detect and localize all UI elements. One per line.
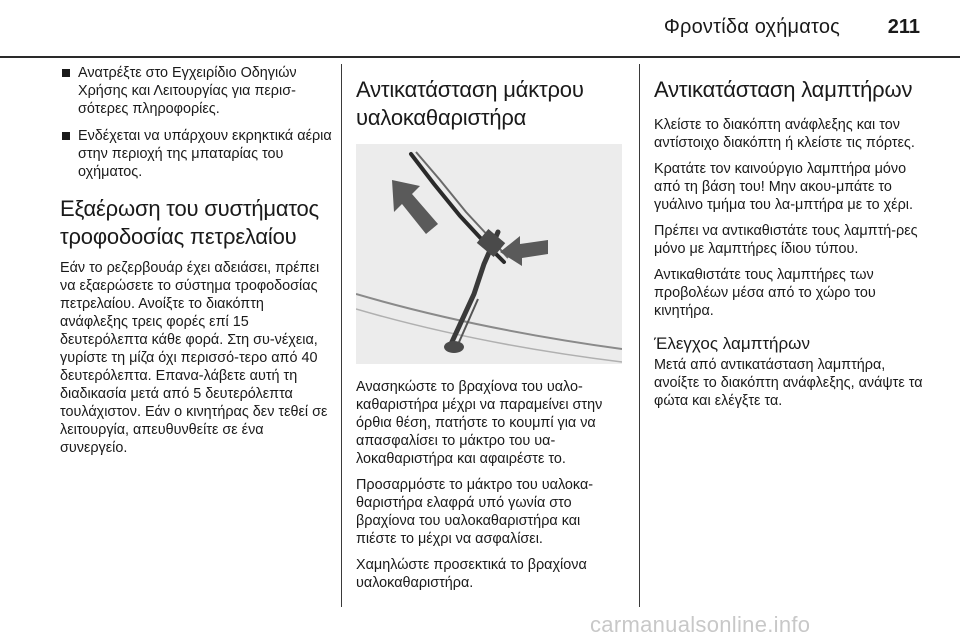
body-paragraph: Πρέπει να αντικαθιστάτε τους λαμπτή-ρες μόνο με λαμπτήρες ίδιου τύπου. [654, 223, 918, 257]
square-bullet-icon [62, 132, 70, 140]
column-left [60, 64, 332, 465]
section-title: Φροντίδα οχήματος [663, 16, 840, 38]
section-heading-wiper-blade: Αντικατάσταση μάκτρου υαλοκαθαριστήρα [356, 77, 584, 130]
square-bullet-icon [62, 69, 70, 77]
section-heading-fuel-bleeding: Εξαέρωση του συστήματος τροφοδοσίας πετρελαίου [60, 196, 319, 249]
column-divider-1 [341, 64, 342, 607]
header-divider [0, 56, 960, 58]
body-paragraph: Προσαρμόστε το μάκτρο του υαλοκα-θαριστήρα ελαφρά υπό γωνία στο βραχίονα του υαλοκαθαριστήρα και πιέστε το μέχρι να ασφαλίσει. [356, 477, 594, 547]
section-heading-bulb-replacement: Αντικατάσταση λαμπτήρων [654, 77, 913, 102]
bullet-text: Ενδέχεται να υπάρχουν εκρηκτικά αέρια στην περιοχή της μπαταρίας του οχήματος. [78, 128, 332, 180]
list-item [60, 127, 332, 181]
body-paragraph: Εάν το ρεζερβουάρ έχει αδειάσει, πρέπει να εξαερώσετε το σύστημα τροφοδοσίας πετρελαίου. Ανοίξτε το διακόπτη ανάφλεξης τρεις φορές επί 15 δευτερόλεπτα κάθε φορά. Στη συ-νέχεια, γυρίστε τη μίζα όχι περισσό-τερο από 40 δευτερόλεπτα. Επανα-λάβετε αυτή τη διαδικασία μετά από 5 δευτερόλεπτα τουλάχιστον. Εάν ο κινητήρας δεν τεθεί σε λειτουργία, απευθυνθείτε σε ένα συνεργείο. [60, 260, 328, 456]
wiper-arm-illustration [356, 144, 622, 364]
column-right [654, 64, 924, 418]
subheading-bulb-check: Έλεγχος λαμπτήρων [654, 334, 810, 353]
page-number: 211 [887, 16, 920, 38]
body-paragraph: Κρατάτε τον καινούργιο λαμπτήρα μόνο από τη βάση του! Μην ακου-μπάτε το γυάλινο τμήμα του λα-μπτήρα με το χέρι. [654, 161, 913, 213]
body-paragraph: Αντικαθιστάτε τους λαμπτήρες των προβολέων μέσα από το χώρο του κινητήρα. [654, 267, 876, 319]
bullet-text: Ανατρέξτε στο Εγχειρίδιο Οδηγιών Χρήσης και Λειτουργίας για περισ-σότερες πληροφορίες. [78, 65, 297, 117]
watermark-text: carmanualsonline.info [590, 612, 811, 637]
column-divider-2 [639, 64, 640, 607]
arrow-up-left-icon [386, 174, 446, 244]
body-paragraph: Χαμηλώστε προσεκτικά το βραχίονα υαλοκαθαριστήρα. [356, 557, 587, 591]
list-item [60, 64, 332, 118]
arrow-pointer-icon [496, 230, 552, 266]
body-paragraph: Μετά από αντικατάσταση λαμπτήρα, ανοίξτε το διακόπτη ανάφλεξης, ανάψτε τα φώτα και ελέγξτε τα. [654, 357, 923, 409]
body-paragraph: Ανασηκώστε το βραχίονα του υαλο-καθαριστήρα μέχρι να παραμείνει στην όρθια θέση, πατήστε το κουμπί για να απασφαλίσει το μάκτρο του υα-λοκαθαριστήρα και αφαιρέστε το. [356, 379, 603, 467]
body-paragraph: Κλείστε το διακόπτη ανάφλεξης και τον αντίστοιχο διακόπτη ή κλείστε τις πόρτες. [654, 117, 915, 151]
column-middle [356, 64, 622, 600]
page-header [0, 0, 960, 56]
bullet-list [60, 64, 332, 181]
